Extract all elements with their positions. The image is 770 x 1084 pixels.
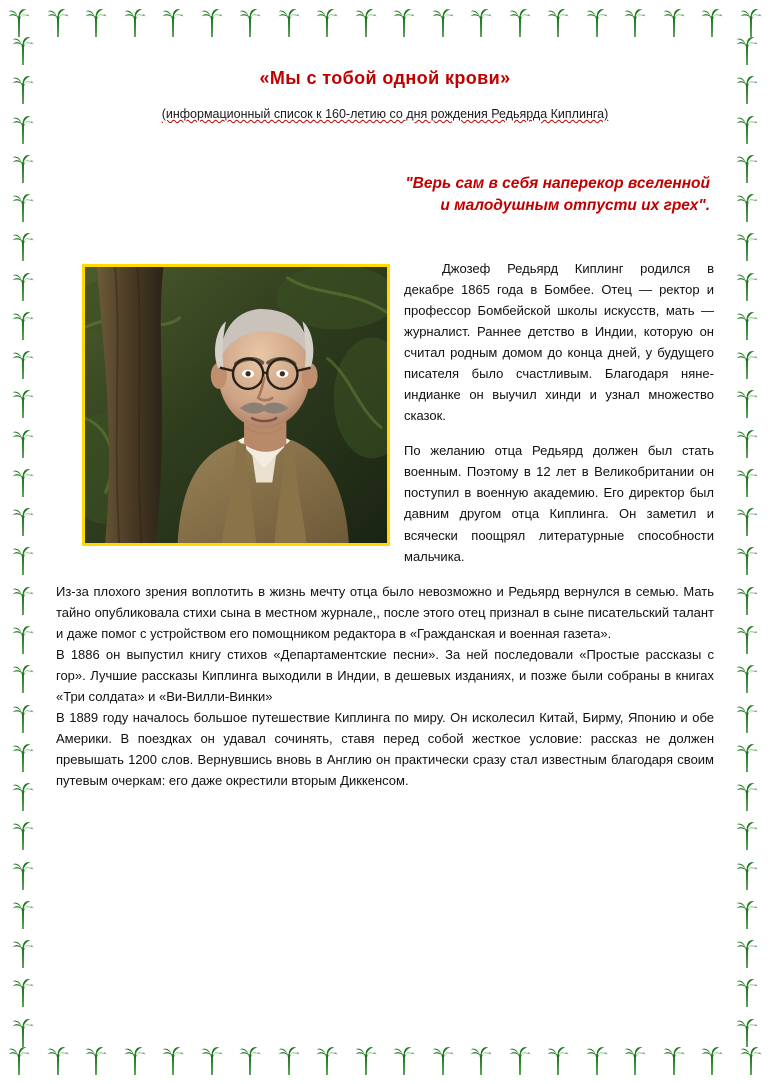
palm-tree-icon bbox=[10, 1018, 36, 1048]
palm-tree-icon bbox=[734, 625, 760, 655]
palm-tree-icon bbox=[734, 704, 760, 734]
palm-tree-icon bbox=[430, 8, 456, 38]
palm-tree-icon bbox=[734, 939, 760, 969]
page-title: «Мы с тобой одной крови» bbox=[259, 68, 511, 88]
palm-tree-icon bbox=[10, 115, 36, 145]
paragraph-1: Джозеф Редьярд Киплинг родился в декабре 1865 года в Бомбее. Отец — ректор и профессор Бомбейской школы искусств, мать — журналист. Раннее детство в Индии, которую он считал родным домом до конца дней, у будущего писателя было счастливым. Благодаря няне-индианке он выучил хинди и узнал множество сказок. bbox=[404, 260, 714, 424]
page-subtitle bbox=[56, 107, 714, 121]
palm-tree-icon bbox=[353, 8, 379, 38]
palm-tree-icon bbox=[734, 507, 760, 537]
portrait-image bbox=[82, 264, 390, 546]
palm-tree-icon bbox=[734, 350, 760, 380]
palm-tree-icon bbox=[391, 8, 417, 38]
palm-tree-icon bbox=[10, 861, 36, 891]
palm-tree-icon bbox=[10, 350, 36, 380]
epigraph-line-1: "Верь сам в себя наперекор вселенной bbox=[405, 175, 710, 192]
palm-tree-icon bbox=[584, 1046, 610, 1076]
palm-tree-icon bbox=[6, 1046, 32, 1076]
palm-tree-icon bbox=[122, 1046, 148, 1076]
palm-tree-icon bbox=[10, 664, 36, 694]
border-row-top bbox=[6, 6, 764, 40]
palm-tree-icon bbox=[734, 75, 760, 105]
palm-tree-icon bbox=[314, 8, 340, 38]
palm-tree-icon bbox=[199, 1046, 225, 1076]
palm-tree-icon bbox=[734, 429, 760, 459]
palm-tree-icon bbox=[734, 900, 760, 930]
palm-tree-icon bbox=[10, 75, 36, 105]
border-column-right bbox=[730, 36, 764, 1048]
palm-tree-icon bbox=[10, 154, 36, 184]
epigraph-line-2: и малодушным отпусти их грех". bbox=[440, 197, 710, 215]
palm-tree-icon bbox=[314, 1046, 340, 1076]
palm-tree-icon bbox=[10, 546, 36, 576]
palm-tree-icon bbox=[237, 1046, 263, 1076]
palm-tree-icon bbox=[734, 115, 760, 145]
palm-tree-icon bbox=[10, 900, 36, 930]
palm-tree-icon bbox=[738, 8, 764, 38]
article-body bbox=[56, 258, 714, 791]
palm-tree-icon bbox=[734, 664, 760, 694]
palm-tree-icon bbox=[10, 36, 36, 66]
palm-tree-icon bbox=[661, 8, 687, 38]
kipling-portrait-illustration bbox=[85, 267, 387, 543]
epigraph bbox=[56, 173, 714, 218]
palm-tree-icon bbox=[122, 8, 148, 38]
palm-tree-icon bbox=[199, 8, 225, 38]
palm-tree-icon bbox=[276, 8, 302, 38]
palm-tree-icon bbox=[734, 1018, 760, 1048]
palm-tree-icon bbox=[734, 821, 760, 851]
palm-tree-icon bbox=[353, 1046, 379, 1076]
palm-tree-icon bbox=[661, 1046, 687, 1076]
palm-tree-icon bbox=[10, 782, 36, 812]
palm-tree-icon bbox=[10, 625, 36, 655]
palm-tree-icon bbox=[734, 193, 760, 223]
palm-tree-icon bbox=[237, 8, 263, 38]
palm-tree-icon bbox=[276, 1046, 302, 1076]
border-column-left bbox=[6, 36, 40, 1048]
palm-tree-icon bbox=[734, 586, 760, 616]
document-content bbox=[56, 46, 714, 1026]
palm-tree-icon bbox=[734, 861, 760, 891]
palm-tree-icon bbox=[10, 507, 36, 537]
page-subtitle-text: (информационный список к 160-летию со дня рождения Редьярда Киплинга) bbox=[161, 107, 609, 121]
palm-tree-icon bbox=[10, 429, 36, 459]
palm-tree-icon bbox=[10, 743, 36, 773]
palm-tree-icon bbox=[45, 1046, 71, 1076]
palm-tree-icon bbox=[10, 193, 36, 223]
palm-tree-icon bbox=[10, 821, 36, 851]
palm-tree-icon bbox=[160, 1046, 186, 1076]
palm-tree-icon bbox=[584, 8, 610, 38]
palm-tree-icon bbox=[734, 743, 760, 773]
palm-tree-icon bbox=[10, 232, 36, 262]
palm-tree-icon bbox=[83, 8, 109, 38]
palm-tree-icon bbox=[10, 389, 36, 419]
palm-tree-icon bbox=[10, 586, 36, 616]
palm-tree-icon bbox=[699, 1046, 725, 1076]
palm-tree-icon bbox=[6, 8, 32, 38]
palm-tree-icon bbox=[545, 8, 571, 38]
border-row-bottom bbox=[6, 1044, 764, 1078]
palm-tree-icon bbox=[734, 978, 760, 1008]
palm-tree-icon bbox=[10, 468, 36, 498]
palm-tree-icon bbox=[734, 272, 760, 302]
palm-tree-icon bbox=[738, 1046, 764, 1076]
palm-tree-icon bbox=[160, 8, 186, 38]
palm-tree-icon bbox=[430, 1046, 456, 1076]
palm-tree-icon bbox=[45, 8, 71, 38]
palm-tree-icon bbox=[10, 939, 36, 969]
palm-tree-icon bbox=[734, 36, 760, 66]
palm-tree-icon bbox=[468, 8, 494, 38]
palm-tree-icon bbox=[10, 978, 36, 1008]
palm-tree-icon bbox=[622, 8, 648, 38]
palm-tree-icon bbox=[545, 1046, 571, 1076]
paragraph-4: В 1886 он выпустил книгу стихов «Департаментские песни». За ней последовали «Простые рассказы с гор». Лучшие рассказы Киплинга выходили в Индии, в дешевых изданиях, и позже были собраны в книгах «Три солдата» и «Ви-Вилли-Винки» bbox=[56, 646, 714, 704]
palm-tree-icon bbox=[10, 272, 36, 302]
paragraph-3: Из-за плохого зрения воплотить в жизнь мечту отца было невозможно и Редьярд вернулся в семью. Мать тайно опубликовала стихи сына в местном журнале,, после этого отец признал в сыне писательский талант и даже помог с устройством его помощником редактора в «Гражданская и военная газета». bbox=[56, 583, 714, 641]
palm-tree-icon bbox=[734, 389, 760, 419]
palm-tree-icon bbox=[83, 1046, 109, 1076]
palm-tree-icon bbox=[734, 546, 760, 576]
palm-tree-icon bbox=[734, 154, 760, 184]
palm-tree-icon bbox=[734, 311, 760, 341]
palm-tree-icon bbox=[734, 782, 760, 812]
palm-tree-icon bbox=[10, 704, 36, 734]
palm-tree-icon bbox=[391, 1046, 417, 1076]
palm-tree-icon bbox=[507, 1046, 533, 1076]
palm-tree-icon bbox=[468, 1046, 494, 1076]
palm-tree-icon bbox=[622, 1046, 648, 1076]
paragraph-2: По желанию отца Редьярд должен был стать военным. Поэтому в 12 лет в Великобритании он поступил в военную академию. Его директор был давним другом отца Киплинга. Он заметил и всячески поощрял литературные способности мальчика. bbox=[404, 443, 714, 564]
palm-tree-icon bbox=[734, 232, 760, 262]
palm-tree-icon bbox=[734, 468, 760, 498]
paragraph-5: В 1889 году началось большое путешествие Киплинга по миру. Он исколесил Китай, Бирму, Японию и обе Америки. В поездках он удавал сочинять, ставя перед собой жесткое условие: рассказ не должен превышать 1200 слов. Вернувшись вновь в Англию он практически сразу стал известным благодаря своим путевым очеркам: его даже окрестили вторым Диккенсом. bbox=[56, 709, 714, 789]
palm-tree-icon bbox=[10, 311, 36, 341]
palm-tree-icon bbox=[507, 8, 533, 38]
palm-tree-icon bbox=[699, 8, 725, 38]
